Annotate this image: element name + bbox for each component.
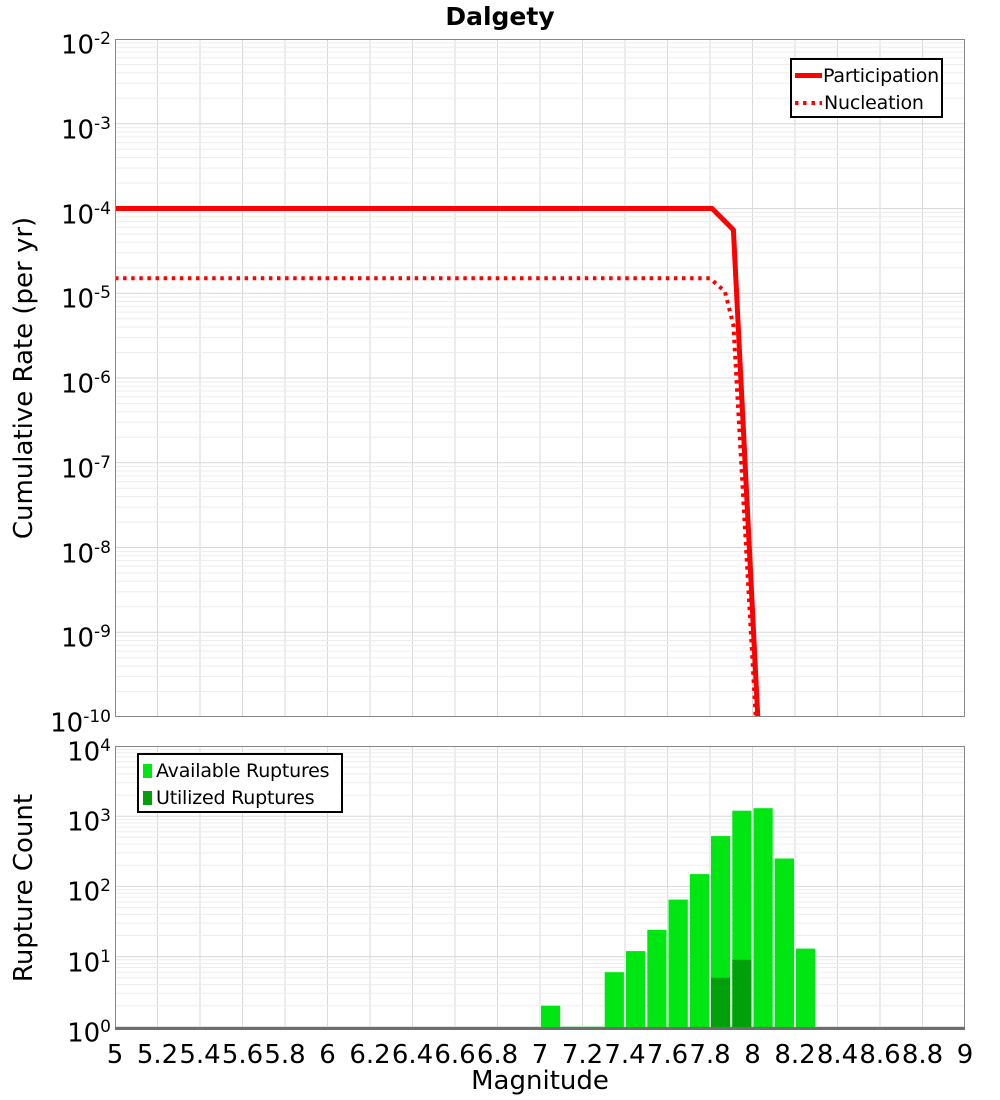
y-tick-label: $10^{-8}$ — [60, 537, 111, 570]
x-tick-label: 6.4 — [391, 1040, 434, 1070]
y-tick-label: $10^4$ — [67, 736, 111, 768]
x-tick-label: 7 — [531, 1040, 549, 1070]
x-tick-label: 6.2 — [349, 1040, 391, 1070]
top-y-axis-label: Cumulative Rate (per yr) — [9, 216, 39, 540]
utilized-ruptures-bar — [711, 978, 730, 1030]
x-tick-label: 6.8 — [476, 1040, 519, 1070]
available-ruptures-swatch — [143, 764, 152, 778]
available-ruptures-bar — [754, 808, 773, 1030]
legend-label: Nucleation — [824, 91, 924, 114]
nucleation-swatch — [795, 101, 822, 105]
x-tick-label: 7.2 — [561, 1040, 604, 1070]
x-tick-label: 6.6 — [434, 1040, 476, 1070]
available-ruptures-bar — [775, 859, 794, 1031]
legend-item-nucleation — [795, 89, 938, 116]
y-tick-label: $10^{-3}$ — [60, 113, 111, 146]
y-tick-label: $10^{-9}$ — [60, 622, 111, 654]
x-tick-label: 9 — [956, 1040, 974, 1070]
participation-swatch — [795, 73, 822, 78]
utilized-ruptures-bar — [732, 960, 751, 1030]
x-tick-label: 8.8 — [901, 1040, 944, 1070]
y-tick-label: $10^2$ — [67, 876, 111, 909]
y-tick-label: $10^3$ — [67, 806, 111, 838]
x-tick-label: 5.8 — [264, 1040, 306, 1070]
x-axis-label: Magnitude — [471, 1066, 609, 1096]
top-legend — [790, 58, 943, 118]
x-tick-label: 7.8 — [689, 1040, 731, 1070]
available-ruptures-bar — [796, 949, 815, 1030]
legend-item-participation — [795, 62, 938, 89]
x-tick-label: 8.6 — [859, 1040, 901, 1070]
legend-label: Available Ruptures — [156, 759, 330, 782]
y-tick-label: $10^{-4}$ — [60, 198, 111, 231]
y-tick-label: $10^1$ — [67, 946, 111, 979]
x-tick-label: 7.6 — [646, 1040, 689, 1070]
y-tick-label: $10^{-6}$ — [60, 368, 111, 400]
top-gridlines — [115, 39, 965, 717]
x-tick-label: 6 — [319, 1040, 336, 1070]
legend-item-utilized-ruptures — [142, 784, 338, 811]
available-ruptures-bar — [690, 874, 709, 1030]
available-ruptures-bar — [647, 930, 666, 1030]
y-tick-label: $10^{-2}$ — [60, 29, 111, 61]
legend-item-available-ruptures — [142, 757, 338, 784]
x-tick-label: 8.4 — [816, 1040, 859, 1070]
chart-title: Dalgety — [445, 2, 555, 31]
available-ruptures-bar — [541, 1006, 560, 1030]
available-ruptures-bar — [626, 951, 645, 1030]
x-tick-label: 5.4 — [179, 1040, 221, 1070]
y-tick-label: $10^0$ — [67, 1016, 111, 1049]
bottom-legend — [137, 753, 343, 813]
y-tick-label: $10^{-7}$ — [60, 452, 111, 485]
available-ruptures-bar — [669, 900, 688, 1030]
y-tick-label: $10^{-10}$ — [50, 707, 111, 739]
top-plot-area — [115, 39, 965, 717]
x-tick-label: 5 — [106, 1040, 124, 1070]
bottom-y-axis-label: Rupture Count — [9, 793, 39, 983]
legend-label: Utilized Ruptures — [156, 786, 315, 809]
x-tick-label: 8.2 — [774, 1040, 816, 1070]
x-tick-label: 5.6 — [221, 1040, 264, 1070]
x-tick-label: 8 — [744, 1040, 761, 1070]
x-tick-label: 5.2 — [136, 1040, 179, 1070]
legend-label: Participation — [823, 64, 940, 87]
available-ruptures-bar — [605, 972, 624, 1030]
x-tick-label: 7.4 — [604, 1040, 646, 1070]
utilized-ruptures-swatch — [143, 791, 152, 805]
y-tick-label: $10^{-5}$ — [60, 283, 111, 315]
